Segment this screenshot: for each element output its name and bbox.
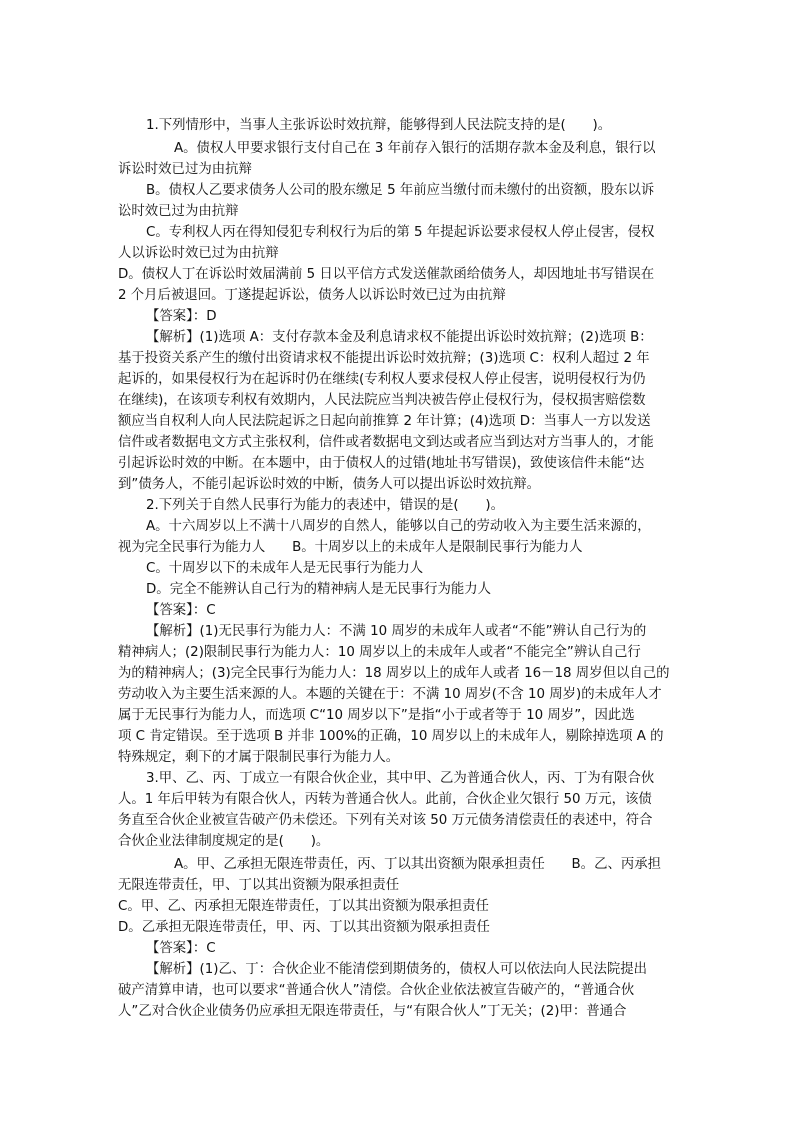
q3-stem-line: 人。1 年后甲转为有限合伙人，丙转为普通合伙人。此前，合伙企业欠银行 50 万元，该债	[118, 792, 652, 807]
q3-analysis-line: 破产清算申请，也可以要求“普通合伙人”清偿。合伙企业依法被宣告破产的，“普通合伙	[118, 983, 635, 998]
q1-analysis-line: 在继续)，在该项专利权有效期内，人民法院应当判决被告停止侵权行为，侵权损害赔偿数	[118, 393, 646, 408]
q2-option-a-b: 视为完全民事行为能力人 B。十周岁以上的未成年人是限制民事行为能力人	[118, 540, 583, 555]
q3-analysis-line: 人”乙对合伙企业债务仍应承担无限连带责任，与“有限合伙人”丁无关；(2)甲：普通合	[118, 1004, 627, 1019]
q1-analysis-line: 额应当自权利人向人民法院起诉之日起向前推算 2 年计算；(4)选项 D：当事人一方以发送	[118, 414, 651, 429]
q2-analysis-line: 精神病人；(2)限制民事行为能力人：10 周岁以上的未成年人或者“不能完全”辨认自己行	[118, 645, 641, 660]
q1-option-c: C。专利权人丙在得知侵犯专利权行为后的第 5 年提起诉讼要求侵权人停止侵害，侵权	[146, 225, 655, 240]
q3-analysis: 【解析】(1)乙、丁：合伙企业不能清偿到期债务的，债权人可以依法向人民法院提出	[146, 962, 648, 977]
q1-option-a-cont: 诉讼时效已过为由抗辩	[118, 162, 252, 177]
q1-analysis-line: 起诉的，如果侵权行为在起诉时仍在继续(专利权人要求侵权人停止侵害，说明侵权行为仍	[118, 372, 646, 387]
q2-analysis-line: 特殊规定，剩下的才属于限制民事行为能力人。	[118, 750, 400, 765]
q2-analysis: 【解析】(1)无民事行为能力人：不满 10 周岁的未成年人或者“不能”辨认自己行为的	[146, 624, 647, 639]
q1-analysis-line: 基于投资关系产生的缴付出资请求权不能提出诉讼时效抗辩；(3)选项 C：权利人超过 2 年	[118, 351, 650, 366]
question-2-stem: 2.下列关于自然人民事行为能力的表述中，错误的是( )。	[146, 498, 504, 513]
q3-option-b-cont: 无限连带责任，甲、丁以其出资额为限承担责任	[118, 878, 400, 893]
q2-option-a: A。十六周岁以上不满十八周岁的自然人，能够以自己的劳动收入为主要生活来源的，	[146, 519, 651, 534]
q3-option-a-b: A。甲、乙承担无限连带责任，丙、丁以其出资额为限承担责任 B。乙、丙承担	[174, 857, 662, 872]
question-1-stem: 1.下列情形中，当事人主张诉讼时效抗辩，能够得到人民法院支持的是( )。	[146, 118, 612, 133]
q2-answer: 【答案】：C	[146, 603, 216, 618]
q1-option-c-cont: 人以诉讼时效已过为由抗辩	[118, 246, 279, 261]
q1-option-b: B。债权人乙要求债务人公司的股东缴足 5 年前应当缴付而未缴付的出资额，股东以诉	[146, 183, 655, 198]
q1-analysis-line: 到”债务人，不能引起诉讼时效的中断，债务人可以提出诉讼时效抗辩。	[118, 477, 541, 492]
q3-option-d: D。乙承担无限连带责任，甲、丙、丁以其出资额为限承担责任	[118, 920, 490, 935]
q2-analysis-line: 项 C 肯定错误。至于选项 B 并非 100%的正确，10 周岁以上的未成年人，剔除掉选项 A 的	[118, 729, 664, 744]
q1-option-b-cont: 讼时效已过为由抗辩	[118, 204, 239, 219]
q1-analysis-line: 信件或者数据电文方式主张权利，信件或者数据电文到达或者应当到达对方当事人的，才能	[118, 435, 654, 450]
q2-analysis-line: 为的精神病人；(3)完全民事行为能力人：18 周岁以上的成年人或者 16－18 周岁但以自己的	[118, 666, 670, 681]
q2-option-c: C。十周岁以下的未成年人是无民事行为能力人	[146, 561, 424, 576]
q2-analysis-line: 属于无民事行为能力人，而选项 C“10 周岁以下”是指“小于或者等于 10 周岁”，因此选	[118, 708, 635, 723]
q3-stem-line: 合伙企业法律制度规定的是( )。	[118, 834, 330, 849]
q3-answer: 【答案】：C	[146, 941, 216, 956]
q1-option-a: A。债权人甲要求银行支付自己在 3 年前存入银行的活期存款本金及利息，银行以	[174, 141, 656, 156]
q1-answer: 【答案】：D	[146, 309, 217, 324]
q1-analysis-line: 引起诉讼时效的中断。在本题中，由于债权人的过错(地址书写错误)，致使该信件未能“达	[118, 456, 645, 471]
q1-option-d-cont: 2 个月后被退回。丁遂提起诉讼，债务人以诉讼时效已过为由抗辩	[118, 288, 506, 303]
q1-option-d: D。债权人丁在诉讼时效届满前 5 日以平信方式发送催款函给债务人，却因地址书写错误在	[118, 267, 655, 282]
q2-option-d: D。完全不能辨认自己行为的精神病人是无民事行为能力人	[146, 582, 492, 597]
q3-stem-line: 务直至合伙企业被宣告破产仍未偿还。下列有关对该 50 万元债务清偿责任的表述中，符合	[118, 813, 653, 828]
question-3-stem: 3.甲、乙、丙、丁成立一有限合伙企业，其中甲、乙为普通合伙人，丙、丁为有限合伙	[146, 771, 655, 786]
q2-analysis-line: 劳动收入为主要生活来源的人。本题的关键在于：不满 10 周岁(不含 10 周岁)的未成年人才	[118, 687, 662, 702]
q1-analysis: 【解析】(1)选项 A：支付存款本金及利息请求权不能提出诉讼时效抗辩；(2)选项 B：	[146, 330, 653, 345]
q3-option-c: C。甲、乙、丙承担无限连带责任，丁以其出资额为限承担责任	[118, 899, 489, 914]
